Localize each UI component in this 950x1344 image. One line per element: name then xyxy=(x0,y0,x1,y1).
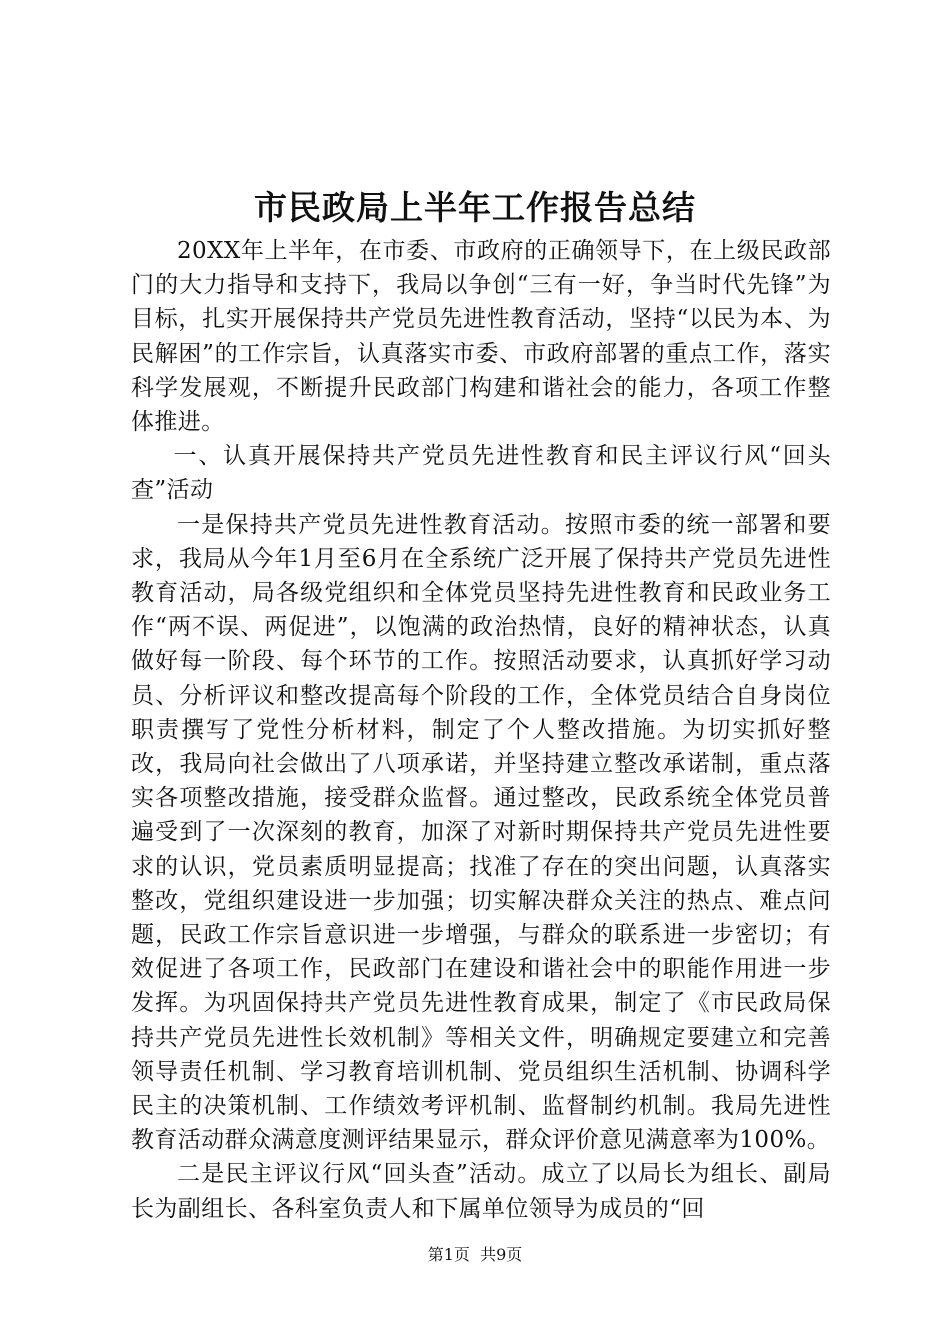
page-total: 共9页 xyxy=(480,1245,523,1264)
footer-separator xyxy=(470,1245,480,1264)
body-paragraph-education: 一是保持共产党员先进性教育活动。按照市委的统一部署和要求，我局从今年1月至6月在全系统广泛开展了保持共产党员先进性教育活动，局各级党组织和全体党员坚持先进性教育和民政业务工作“两不误、两促进”，以饱满的政治热情，良好的精神状态，认真做好每一阶段、每个环节的工作。按照活动要求，认真抓好学习动员、分析评议和整改提高每个阶段的工作，全体党员结合自身岗位职责撰写了党性分析材料，制定了个人整改措施。为切实抓好整改，我局向社会做出了八项承诺，并坚持建立整改承诺制，重点落实各项整改措施，接受群众监督。通过整改，民政系统全体党员普遍受到了一次深刻的教育，加深了对新时期保持共产党员先进性要求的认识，党员素质明显提高；找准了存在的突出问题，认真落实整改，党组织建设进一步加强；切实解决群众关注的热点、难点问题，民政工作宗旨意识进一步增强，与群众的联系进一步密切；有效促进了各项工作，民政部门在建设和谐社会中的职能作用进一步发挥。为巩固保持共产党员先进性教育成果，制定了《市民政局保持共产党员先进性长效机制》等相关文件，明确规定要建立和完善领导责任机制、学习教育培训机制、党员组织生活机制、协调科学民主的决策机制、工作绩效考评机制、监督制约机制。我局先进性教育活动群众满意度测评结果显示，群众评价意见满意率为100%。 xyxy=(131,511,831,1154)
page-footer xyxy=(0,1244,950,1266)
body-paragraph-review: 二是民主评议行风“回头查”活动。成立了以局长为组长、副局长为副组长、各科室负责人和下属单位领导为成员的“回 xyxy=(131,1161,831,1222)
page-number: 第1页 xyxy=(427,1245,470,1264)
document-title: 市民政局上半年工作报告总结 xyxy=(254,188,696,227)
document-body xyxy=(131,234,831,1226)
section-heading: 一、认真开展保持共产党员先进性教育和民主评议行风“回头查”活动 xyxy=(131,443,831,504)
intro-paragraph: 20XX年上半年，在市委、市政府的正确领导下，在上级民政部门的大力指导和支持下，我局以争创“三有一好，争当时代先锋”为目标，扎实开展保持共产党员先进性教育活动，坚持“以民为本、为民解困”的工作宗旨，认真落实市委、市政府部署的重点工作，落实科学发展观，不断提升民政部门构建和谐社会的能力，各项工作整体推进。 xyxy=(131,238,831,436)
